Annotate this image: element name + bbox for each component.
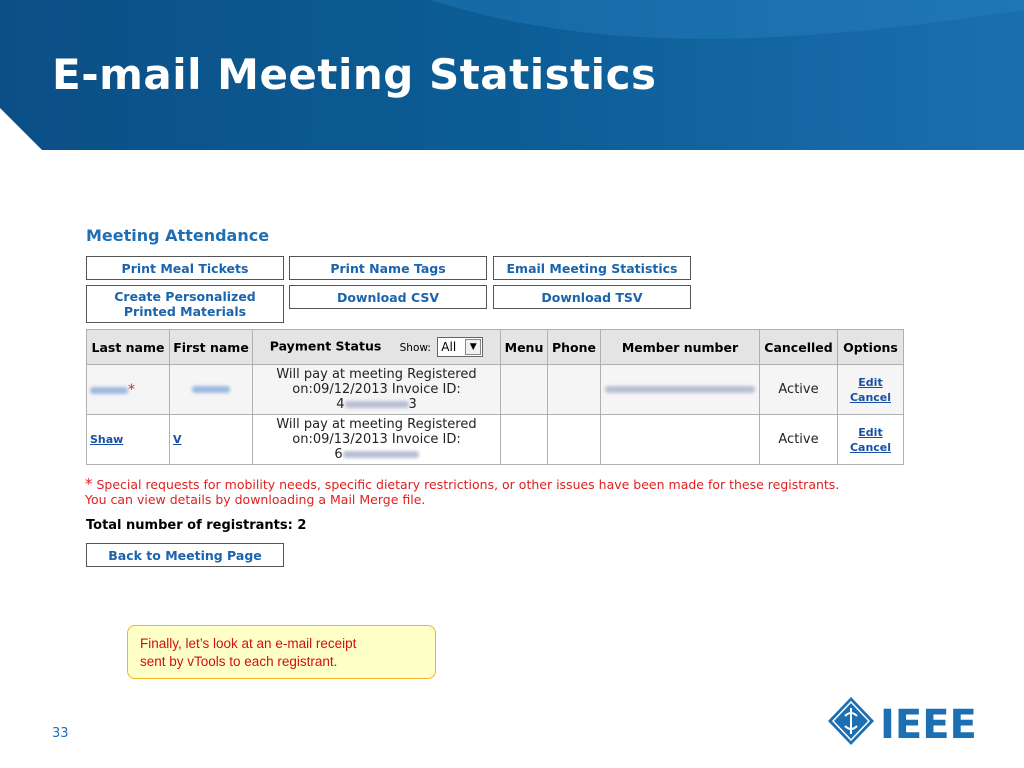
cell-first-name	[170, 415, 253, 465]
last-name-link[interactable]: Shaw	[90, 433, 124, 446]
ieee-diamond-icon	[828, 697, 874, 745]
cell-menu	[501, 415, 548, 465]
header-payment-status	[253, 330, 501, 365]
ieee-logo	[825, 694, 987, 748]
edit-link[interactable]: Edit	[858, 425, 883, 439]
table-row	[87, 365, 904, 415]
note-line-2: You can view details by downloading a Mail Merge file.	[85, 492, 426, 507]
download-csv-button[interactable]: Download CSV	[289, 285, 487, 309]
header-options: Options	[838, 330, 904, 365]
slide-title: E-mail Meeting Statistics	[52, 50, 657, 99]
dropdown-arrow-icon: ▼	[465, 339, 481, 355]
cell-member-number	[601, 415, 760, 465]
email-meeting-statistics-button[interactable]: Email Meeting Statistics	[493, 256, 691, 280]
total-registrants: Total number of registrants: 2	[86, 518, 307, 533]
special-requests-note	[85, 477, 915, 507]
cell-cancelled: Active	[760, 415, 838, 465]
header-first-name[interactable]: First name	[170, 330, 253, 365]
show-filter-label: Show:	[399, 341, 431, 354]
print-name-tags-button[interactable]: Print Name Tags	[289, 256, 487, 280]
create-personalized-materials-button[interactable]: Create Personalized Printed Materials	[86, 285, 284, 323]
cell-payment-status: Will pay at meeting Registered on:09/12/2013 Invoice ID: 4 3	[253, 365, 501, 415]
cell-phone	[548, 365, 601, 415]
cell-phone	[548, 415, 601, 465]
edit-link[interactable]: Edit	[858, 375, 883, 389]
redacted-last-name	[90, 387, 128, 394]
cell-member-number	[601, 365, 760, 415]
header-payment-status-label[interactable]: Payment Status	[269, 338, 382, 354]
special-request-marker: *	[128, 381, 135, 398]
header-member-number: Member number	[601, 330, 760, 365]
cancel-link[interactable]: Cancel	[849, 440, 892, 454]
cell-first-name	[170, 365, 253, 415]
page-number: 33	[52, 726, 69, 741]
print-meal-tickets-button[interactable]: Print Meal Tickets	[86, 256, 284, 280]
narration-callout	[127, 625, 436, 679]
download-tsv-button[interactable]: Download TSV	[493, 285, 691, 309]
cell-last-name	[87, 415, 170, 465]
back-to-meeting-button[interactable]: Back to Meeting Page	[86, 543, 284, 567]
cell-payment-status: Will pay at meeting Registered on:09/13/2013 Invoice ID: 6	[253, 415, 501, 465]
table-header-row	[87, 330, 904, 365]
note-line-1: Special requests for mobility needs, specific dietary restrictions, or other issues have been made for these registrants.	[96, 477, 840, 492]
header-last-name[interactable]: Last name	[87, 330, 170, 365]
header-phone: Phone	[548, 330, 601, 365]
show-filter-value: All	[441, 340, 457, 354]
callout-line-2: sent by vTools to each registrant.	[140, 654, 338, 669]
table-row	[87, 415, 904, 465]
ieee-wordmark: IEEE	[880, 702, 977, 748]
note-star: *	[85, 475, 93, 493]
redacted-first-name	[192, 386, 230, 393]
cell-options	[838, 415, 904, 465]
header-cancelled: Cancelled	[760, 330, 838, 365]
redacted-invoice-id	[345, 401, 409, 408]
callout-line-1: Finally, let’s look at an e-mail receipt	[140, 636, 357, 651]
meeting-attendance-title: Meeting Attendance	[86, 226, 270, 245]
first-name-link[interactable]: V	[173, 433, 182, 446]
redacted-member-number	[605, 386, 755, 393]
cell-last-name	[87, 365, 170, 415]
redacted-invoice-id	[343, 451, 419, 458]
cancel-link[interactable]: Cancel	[849, 390, 892, 404]
attendance-table	[86, 329, 904, 465]
show-filter-select[interactable]	[437, 337, 483, 357]
cell-options	[838, 365, 904, 415]
cell-cancelled: Active	[760, 365, 838, 415]
cell-menu	[501, 365, 548, 415]
header-menu: Menu	[501, 330, 548, 365]
